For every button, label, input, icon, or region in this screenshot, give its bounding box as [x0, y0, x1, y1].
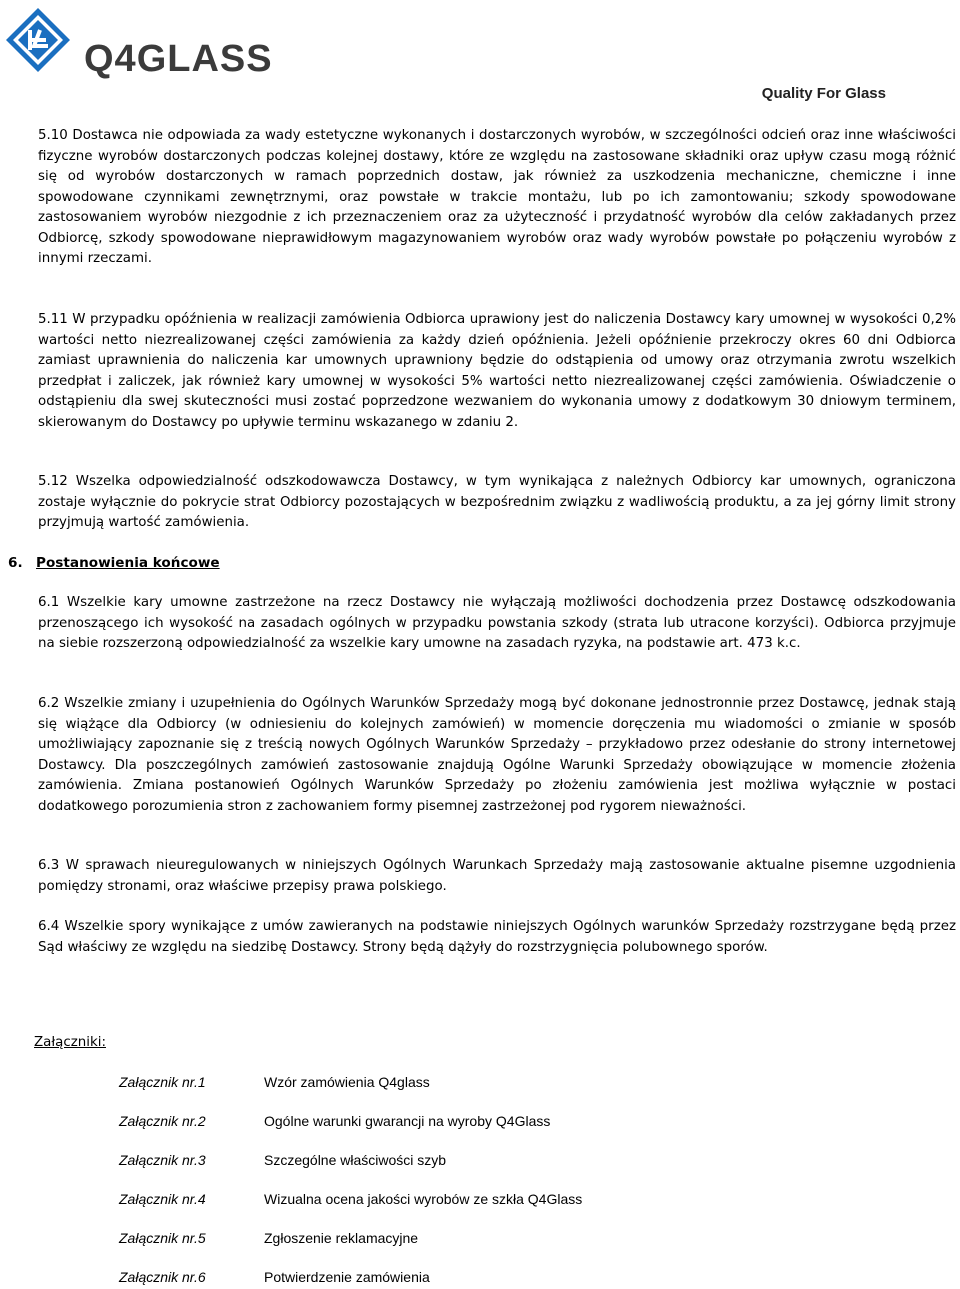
- attachment-value: Szczególne właściwości szyb: [264, 1152, 447, 1168]
- attachments-label: Załączniki:: [34, 1035, 106, 1050]
- paragraph-6-1: 6.1 Wszelkie kary umowne zastrzeżone na rzecz Dostawcy nie wyłączają możliwości dochodzenia przez Dostawcę odszkodowania przenoszącego ich wysokość na zasadach ogólnych w przypadku powstania szkody (strata lub utracone korzyści). Odbiorca przyjmuje na siebie rozszerzoną odpowiedzialność za wszelkie kary umowne na zasadach ryzyka, na podstawie art. 473 k.c.: [38, 595, 956, 651]
- brand-name: Q4GLASS: [84, 38, 273, 80]
- attachment-value: Ogólne warunki gwarancji na wyroby Q4Glass: [264, 1113, 551, 1129]
- section-title: Postanowienia końcowe: [36, 555, 220, 571]
- paragraph-6-3: 6.3 W sprawach nieuregulowanych w niniejszych Ogólnych Warunkach Sprzedaży mają zastosowanie aktualne pisemne uzgodnienia pomiędzy stronami, oraz właściwe przepisy prawa polskiego.: [38, 858, 956, 894]
- q4glass-diamond-logo-icon: [4, 6, 72, 74]
- paragraph-5-11: 5.11 W przypadku opóźnienia w realizacji zamówienia Odbiorca uprawiony jest do naliczenia Dostawcy kary umownej w wysokości 0,2% wartości netto niezrealizowanej części zamówienia za każdy dzień opóźnienia. Jeżeli opóźnienie przekroczy okres 60 dni Odbiorca zamiast uprawnienia do naliczenia kar umownych uprawniony będzie do odstąpienia od umowy oraz otrzymania zwrotu wszelkich przedpłat i zaliczek, jak również kary umownej w wysokości 5% wartości netto niezrealizowanej części zamówienia. Oświadczenie o odstąpieniu dla swej skuteczności musi zostać poprzedzone wezwaniem do wykonania umowy z dodatkowym 30 dniowym terminem, skierowanym do Dostawcy po upływie terminu wskazanego w zdaniu 2.: [38, 312, 956, 430]
- section-heading: [8, 553, 220, 573]
- paragraph-5-12: 5.12 Wszelka odpowiedzialność odszkodowawcza Dostawcy, w tym wynikająca z należnych Odbiorcy kar umownych, ograniczona zostaje wyłącznie do pokrycie strat Odbiorcy pozostających w bezpośrednim związku z wadliwością produktu, a za jej górny limit strony przyjmują wartość zamówienia.: [38, 474, 956, 530]
- attachment-key: Załącznik nr.4: [119, 1191, 206, 1207]
- attachment-key: Załącznik nr.3: [119, 1152, 206, 1168]
- attachment-key: Załącznik nr.5: [119, 1230, 206, 1246]
- attachment-value: Potwierdzenie zamówienia: [264, 1269, 430, 1285]
- attachment-key: Załącznik nr.6: [119, 1269, 206, 1285]
- paragraph-6-2: 6.2 Wszelkie zmiany i uzupełnienia do Ogólnych Warunków Sprzedaży mogą być dokonane jednostronnie przez Dostawcę, jednak stają się wiążące dla Odbiorcy (w odniesieniu do kolejnych zamówień) w momencie doręczenia mu wiadomości o zmianie w sposób umożliwiający zapoznanie się z treścią nowych Ogólnych Warunków Sprzedaży – przykładowo przez odesłanie do strony internetowej Dostawcy. Dla poszczególnych zamówień zastosowanie znajdują Ogólne Warunki Sprzedaży obowiązujące w momencie złożenia zamówienia. Zmiana postanowień Ogólnych Warunków Sprzedaży po złożeniu zamówienia jest możliwa wyłącznie w postaci dodatkowego porozumienia stron z zachowaniem formy pisemnej zastrzeżonej pod rygorem nieważności.: [38, 696, 956, 814]
- attachment-key: Załącznik nr.1: [119, 1074, 206, 1090]
- attachment-key: Załącznik nr.2: [119, 1113, 206, 1129]
- paragraph-5-10: 5.10 Dostawca nie odpowiada za wady estetyczne wykonanych i dostarczonych wyrobów, w szczególności odcień oraz inne właściwości fizyczne wyrobów dostarczonych podczas kolejnej dostawy, które ze względu na zastosowane składniki oraz upływ czasu mogą różnić się od wyrobów dostarczonych w ramach poprzednich dostaw, jak również za uszkodzenia mechaniczne, chemiczne i inne spowodowane czynnikami zewnętrznymi, oraz powstałe w trakcie montażu, lub po ich zamontowaniu; szkody spowodowane zastosowaniem wyrobów niezgodnie z ich przeznaczeniem oraz za użyteczność i przydatność wyrobów dla celów zakładanych przez Odbiorcę, szkody spowodowane nieprawidłowym magazynowaniem wyrobów oraz wady wyrobów powstałe po połączeniu wyrobów z innymi rzeczami.: [38, 128, 956, 266]
- paragraph-6-4: 6.4 Wszelkie spory wynikające z umów zawieranych na podstawie niniejszych Ogólnych warunków Sprzedaży rozstrzygane będą przez Sąd właściwy ze względu na siedzibę Dostawcy. Strony będą dążyły do rozstrzygnięcia polubownego sporów.: [38, 919, 956, 955]
- attachment-value: Wzór zamówienia Q4glass: [264, 1074, 430, 1090]
- attachment-value: Zgłoszenie reklamacyjne: [264, 1230, 419, 1246]
- tagline: Quality For Glass: [761, 85, 886, 102]
- attachment-value: Wizualna ocena jakości wyrobów ze szkła Q4Glass: [264, 1191, 583, 1207]
- section-number: 6.: [8, 555, 23, 571]
